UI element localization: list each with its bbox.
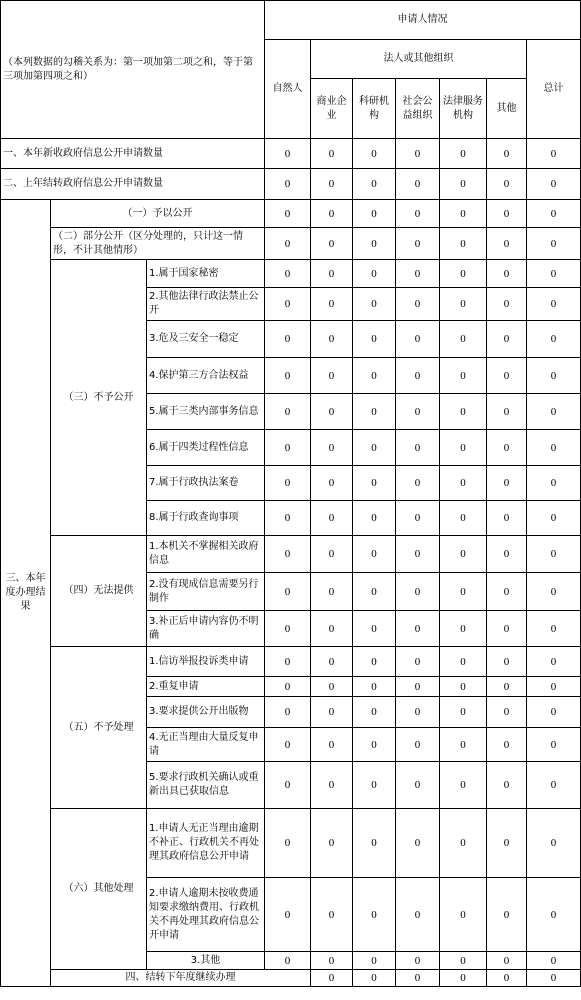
cell-other: 0: [487, 677, 527, 697]
cell-research: 0: [353, 358, 396, 394]
cell-total: 0: [527, 809, 581, 878]
cell-natural-person: 0: [265, 169, 311, 200]
row-label: 8.属于行政查询事项: [147, 501, 265, 536]
cell-total: 0: [527, 647, 581, 677]
row-label: 5.属于三类内部事务信息: [147, 394, 265, 430]
cell-legal-service: 0: [440, 466, 487, 501]
group-label-no-disclose: （三）不予公开: [51, 260, 147, 536]
cell-public-welfare: 0: [396, 430, 440, 466]
cell-total: 0: [527, 139, 581, 169]
cell-legal-service: 0: [440, 139, 487, 169]
col-research: 科研机构: [353, 79, 396, 139]
cell-legal-service: 0: [440, 677, 487, 697]
row-label: 1.申请人无正当理由逾期不补正、行政机关不再处理其政府信息公开申请: [147, 809, 265, 878]
cell-business: 0: [311, 228, 353, 260]
row-no-disclose-1: [1, 260, 581, 288]
group-label-other: （六）其他处理: [51, 809, 147, 970]
cell-other: 0: [527, 970, 581, 987]
cell-public-welfare: 0: [396, 169, 440, 200]
row-other-1: [1, 809, 581, 878]
cell-research: 0: [353, 536, 396, 573]
cell-public-welfare: 0: [396, 394, 440, 430]
cell-business: 0: [311, 536, 353, 573]
cell-research: 0: [353, 697, 396, 728]
cell-other: 0: [487, 952, 527, 970]
cell-total: 0: [527, 677, 581, 697]
header-note: （本列数据的勾稽关系为：第一项加第二项之和，等于第三项加第四项之和）: [1, 1, 265, 139]
cell-natural-person: 0: [265, 878, 311, 952]
cell-natural-person: 0: [265, 394, 311, 430]
cell-business: 0: [311, 200, 353, 228]
cell-public-welfare: 0: [396, 809, 440, 878]
row-label: 2.没有现成信息需要另行制作: [147, 573, 265, 611]
cell-total: 0: [527, 260, 581, 288]
cell-public-welfare: 0: [396, 260, 440, 288]
cell-other: 0: [487, 647, 527, 677]
cell-natural-person: 0: [265, 611, 311, 647]
row-label: 5.要求行政机关确认或重新出具已获取信息: [147, 762, 265, 809]
cell-business: 0: [311, 809, 353, 878]
cell-other: 0: [487, 228, 527, 260]
row-label: 4.保护第三方合法权益: [147, 358, 265, 394]
cell-total: 0: [527, 762, 581, 809]
cell-business: 0: [311, 288, 353, 321]
cell-other: 0: [487, 288, 527, 321]
row-grant: [1, 200, 581, 228]
cell-business: 0: [311, 466, 353, 501]
cell-other: 0: [487, 139, 527, 169]
cell-total: 0: [527, 573, 581, 611]
cell-public-welfare: 0: [396, 878, 440, 952]
cell-natural-person: 0: [265, 139, 311, 169]
cell-other: 0: [487, 809, 527, 878]
cell-research: 0: [353, 952, 396, 970]
cell-total: 0: [527, 288, 581, 321]
cell-natural-person: 0: [265, 762, 311, 809]
row-partial: [1, 228, 581, 260]
row-carried-last-year: [1, 169, 581, 200]
cell-business: 0: [311, 878, 353, 952]
col-public-welfare: 社会公益组织: [396, 79, 440, 139]
cell-legal-service: 0: [440, 288, 487, 321]
col-other: 其他: [487, 79, 527, 139]
cell-public-welfare: 0: [396, 358, 440, 394]
cell-public-welfare: 0: [396, 573, 440, 611]
cell-public-welfare: 0: [440, 970, 487, 987]
cell-public-welfare: 0: [396, 321, 440, 358]
cell-business: 0: [311, 394, 353, 430]
cell-natural-person: 0: [265, 536, 311, 573]
cell-natural-person: 0: [265, 697, 311, 728]
cell-public-welfare: 0: [396, 200, 440, 228]
header-row-1: [1, 1, 581, 40]
row-label: 3.要求提供公开出版物: [147, 697, 265, 728]
section3-label: 三、本年度办理结果: [1, 200, 51, 987]
cell-natural-person: 0: [265, 647, 311, 677]
cell-legal-service: 0: [440, 878, 487, 952]
cell-legal-service: 0: [440, 321, 487, 358]
row-label: （一）予以公开: [51, 200, 265, 228]
cell-legal-service: 0: [440, 647, 487, 677]
cell-other: 0: [487, 466, 527, 501]
cell-total: 0: [527, 952, 581, 970]
cell-other: 0: [487, 430, 527, 466]
cell-legal-service: 0: [440, 260, 487, 288]
cell-legal-service: 0: [487, 970, 527, 987]
cell-natural-person: 0: [311, 970, 353, 987]
header-applicant: 申请人情况: [265, 1, 581, 40]
row-label: 1.信访举报投诉类申请: [147, 647, 265, 677]
cell-other: 0: [487, 878, 527, 952]
cell-business: 0: [311, 762, 353, 809]
col-total: 总计: [527, 40, 581, 139]
cell-other: 0: [487, 501, 527, 536]
row-label: 3.其他: [147, 952, 265, 970]
cell-natural-person: 0: [265, 466, 311, 501]
cell-natural-person: 0: [265, 677, 311, 697]
cell-business: 0: [311, 647, 353, 677]
cell-other: 0: [487, 536, 527, 573]
cell-public-welfare: 0: [396, 288, 440, 321]
cell-public-welfare: 0: [396, 762, 440, 809]
cell-natural-person: 0: [265, 430, 311, 466]
cell-research: 0: [353, 228, 396, 260]
col-legal-service: 法律服务机构: [440, 79, 487, 139]
cell-research: 0: [353, 139, 396, 169]
cell-legal-service: 0: [440, 728, 487, 762]
cell-legal-service: 0: [440, 501, 487, 536]
cell-research: 0: [353, 321, 396, 358]
cell-business: 0: [311, 611, 353, 647]
cell-natural-person: 0: [265, 573, 311, 611]
cell-public-welfare: 0: [396, 536, 440, 573]
cell-natural-person: 0: [265, 321, 311, 358]
row-label: 1.本机关不掌握相关政府信息: [147, 536, 265, 573]
group-label-unable: （四）无法提供: [51, 536, 147, 647]
cell-business: 0: [311, 697, 353, 728]
cell-legal-service: 0: [440, 536, 487, 573]
cell-research: 0: [353, 647, 396, 677]
cell-public-welfare: 0: [396, 647, 440, 677]
cell-business: 0: [311, 952, 353, 970]
cell-legal-service: 0: [440, 611, 487, 647]
cell-other: 0: [487, 200, 527, 228]
cell-research: 0: [353, 573, 396, 611]
cell-total: 0: [527, 394, 581, 430]
cell-other: 0: [487, 169, 527, 200]
cell-business: 0: [311, 139, 353, 169]
cell-other: 0: [487, 611, 527, 647]
cell-research: 0: [353, 762, 396, 809]
cell-public-welfare: 0: [396, 677, 440, 697]
cell-business: 0: [311, 321, 353, 358]
cell-research: 0: [353, 677, 396, 697]
cell-natural-person: 0: [265, 228, 311, 260]
row-label: 二、上年结转政府信息公开申请数量: [1, 169, 265, 200]
cell-research: 0: [353, 169, 396, 200]
cell-other: 0: [487, 762, 527, 809]
cell-business: 0: [311, 358, 353, 394]
cell-legal-service: 0: [440, 697, 487, 728]
cell-legal-service: 0: [440, 200, 487, 228]
cell-other: 0: [487, 573, 527, 611]
cell-research: 0: [353, 809, 396, 878]
row-label: 2.其他法律行政法禁止公开: [147, 288, 265, 321]
cell-public-welfare: 0: [396, 139, 440, 169]
cell-other: 0: [487, 697, 527, 728]
cell-total: 0: [527, 430, 581, 466]
row-label: （二）部分公开（区分处理的，只计这一情形，不计其他情形）: [51, 228, 265, 260]
cell-research: 0: [353, 394, 396, 430]
row-label: 2.重复申请: [147, 677, 265, 697]
cell-business: 0: [311, 728, 353, 762]
col-business: 商业企业: [311, 79, 353, 139]
col-natural-person: 自然人: [265, 40, 311, 139]
row-new-received: [1, 139, 581, 169]
cell-business: 0: [311, 501, 353, 536]
cell-total: 0: [527, 200, 581, 228]
cell-business: 0: [311, 430, 353, 466]
cell-total: 0: [527, 878, 581, 952]
cell-natural-person: 0: [265, 952, 311, 970]
cell-total: 0: [527, 358, 581, 394]
group-label-not-processed: （五）不予处理: [51, 647, 147, 809]
cell-legal-service: 0: [440, 394, 487, 430]
cell-research: 0: [353, 878, 396, 952]
cell-business: 0: [311, 573, 353, 611]
cell-public-welfare: 0: [396, 697, 440, 728]
cell-research: 0: [353, 288, 396, 321]
cell-natural-person: 0: [265, 288, 311, 321]
cell-total: 0: [527, 536, 581, 573]
cell-business: 0: [353, 970, 396, 987]
cell-other: 0: [487, 358, 527, 394]
row-label: 四、结转下年度继续办理: [51, 970, 311, 987]
cell-research: 0: [353, 200, 396, 228]
cell-public-welfare: 0: [396, 501, 440, 536]
cell-legal-service: 0: [440, 762, 487, 809]
cell-natural-person: 0: [265, 501, 311, 536]
cell-natural-person: 0: [265, 358, 311, 394]
cell-research: 0: [353, 728, 396, 762]
cell-legal-service: 0: [440, 573, 487, 611]
cell-legal-service: 0: [440, 430, 487, 466]
cell-public-welfare: 0: [396, 952, 440, 970]
cell-total: 0: [527, 697, 581, 728]
cell-public-welfare: 0: [396, 728, 440, 762]
cell-business: 0: [311, 169, 353, 200]
cell-research: 0: [353, 430, 396, 466]
cell-total: 0: [527, 321, 581, 358]
cell-total: 0: [527, 169, 581, 200]
row-carry-next-year: [1, 970, 581, 987]
cell-research: 0: [396, 970, 440, 987]
row-label: 1.属于国家秘密: [147, 260, 265, 288]
cell-total: 0: [527, 466, 581, 501]
row-label: 6.属于四类过程性信息: [147, 430, 265, 466]
cell-natural-person: 0: [265, 809, 311, 878]
row-label: 7.属于行政执法案卷: [147, 466, 265, 501]
cell-other: 0: [487, 321, 527, 358]
row-label: 3.补正后申请内容仍不明确: [147, 611, 265, 647]
cell-public-welfare: 0: [396, 228, 440, 260]
row-label: 4.无正当理由大量反复申请: [147, 728, 265, 762]
row-label: 2.申请人逾期未按收费通知要求缴纳费用、行政机关不再处理其政府信息公开申请: [147, 878, 265, 952]
cell-legal-service: 0: [440, 169, 487, 200]
cell-legal-service: 0: [440, 809, 487, 878]
cell-total: 0: [527, 611, 581, 647]
cell-natural-person: 0: [265, 728, 311, 762]
cell-research: 0: [353, 501, 396, 536]
row-not-processed-1: [1, 647, 581, 677]
cell-natural-person: 0: [265, 200, 311, 228]
cell-other: 0: [487, 260, 527, 288]
cell-other: 0: [487, 728, 527, 762]
header-legal-entity: 法人或其他组织: [311, 40, 527, 79]
cell-legal-service: 0: [440, 952, 487, 970]
cell-legal-service: 0: [440, 358, 487, 394]
row-label: 一、本年新收政府信息公开申请数量: [1, 139, 265, 169]
cell-research: 0: [353, 466, 396, 501]
cell-public-welfare: 0: [396, 611, 440, 647]
cell-research: 0: [353, 260, 396, 288]
cell-total: 0: [527, 728, 581, 762]
cell-legal-service: 0: [440, 228, 487, 260]
cell-public-welfare: 0: [396, 466, 440, 501]
cell-total: 0: [527, 228, 581, 260]
cell-total: 0: [527, 501, 581, 536]
cell-business: 0: [311, 677, 353, 697]
cell-research: 0: [353, 611, 396, 647]
row-unable-1: [1, 536, 581, 573]
cell-business: 0: [311, 260, 353, 288]
cell-other: 0: [487, 394, 527, 430]
cell-natural-person: 0: [265, 260, 311, 288]
row-label: 3.危及三安全一稳定: [147, 321, 265, 358]
